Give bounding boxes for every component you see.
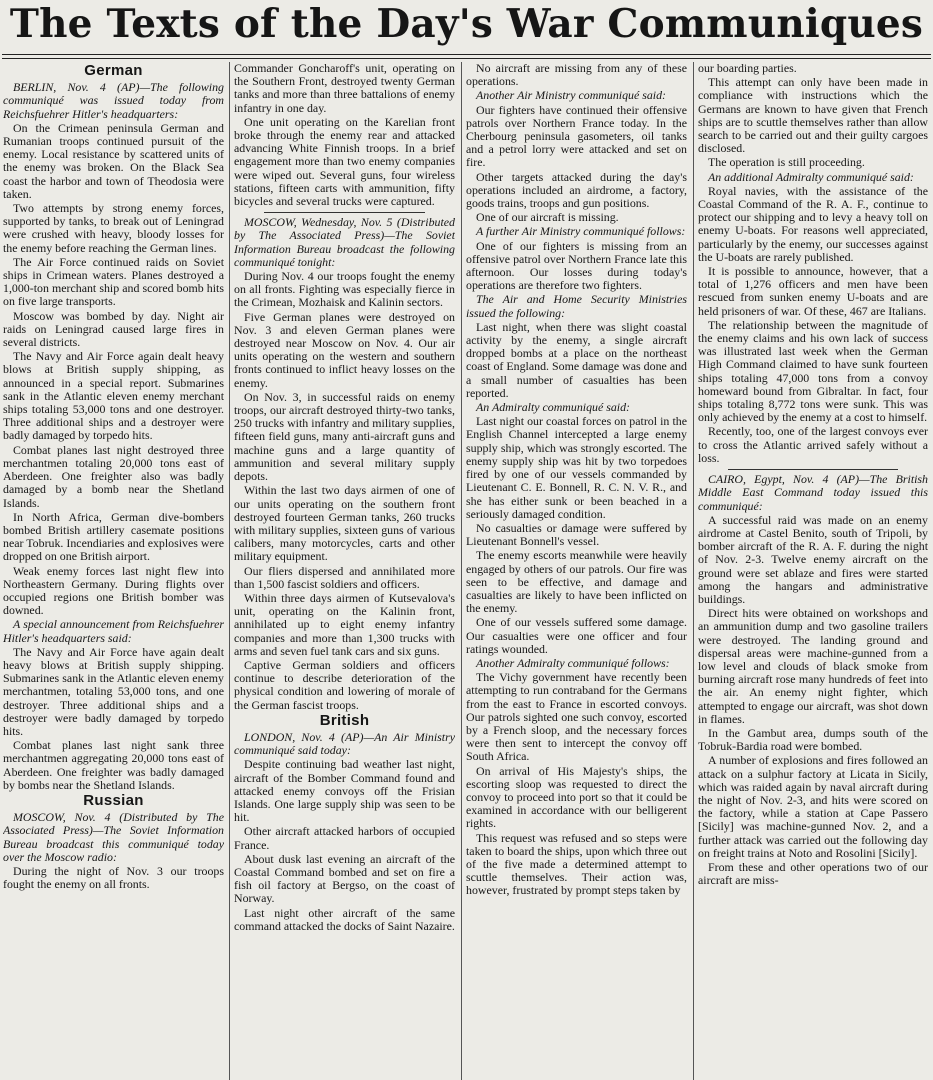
- page-headline: The Texts of the Day's War Communiques: [9, 1, 924, 47]
- column-divider: [229, 62, 230, 1080]
- article-paragraph: Captive German soldiers and officers continue to describe deterioration of the physical condition and lowering of morale of the German fascist troops.: [234, 657, 455, 712]
- article-paragraph: One of our aircraft is missing.: [476, 210, 619, 225]
- article-paragraph: This attempt can only have been made in compliance with instructions which the Germans are known to have given that French ships are to scuttle themselves rather than allow search to be carried out and their guilty cargoes disclosed.: [698, 75, 928, 156]
- column-1: [3, 62, 224, 1080]
- dispatch-lead: BERLIN, Nov. 4 (AP)—The following communiqué was issued today from Reichsfuehrer Hitler's headquarters:: [3, 80, 224, 121]
- headline-rule-top: [2, 54, 931, 55]
- article-paragraph: Last night our coastal forces on patrol in the English Channel intercepted a large enemy supply ship, which was strongly escorted. The enemy supply ship was hit by two torpedoes fired by one of our vessels commanded by Lieutenant C. E. Bonnell, R. C. N. V. R., and she has either sunk or been beached in a seriously damaged condition.: [466, 414, 687, 521]
- article-paragraph: Combat planes last night destroyed three merchantmen totaling 20,000 tons east of Aberdeen. One freighter also was badly damaged by a bomb near the Shetland Islands.: [3, 442, 224, 510]
- dispatch-divider: [728, 469, 898, 470]
- article-paragraph: A number of explosions and fires followed an attack on a sulphur factory at Licata in Sicily, which was raided again by naval aircraft during the night of Nov. 2-3, and hits were scored on the factory, while a station at Cape Passero [Sicily] was machine-gunned Nov. 2, and a further attack was carried out the following day on freight trains at Noto and Rosolini [Sicily].: [698, 753, 928, 860]
- column-2: [234, 62, 455, 1080]
- section-heading: British: [319, 711, 370, 729]
- article-paragraph: our boarding parties.: [698, 62, 797, 75]
- dispatch-lead: Another Air Ministry communiqué said:: [476, 88, 667, 103]
- article-paragraph: One of our fighters is missing from an offensive patrol over Northern France late this afternoon. Our losses during today's operations are therefore two fighters.: [466, 238, 687, 293]
- column-3: [466, 62, 687, 1080]
- section-heading: German: [84, 62, 143, 79]
- article-paragraph: The Vichy government have recently been attempting to run contraband for the Germans from the east to France in escorted convoys. Our patrols sighted one such convoy, escorted by a French sloop, and the necessary forces were then sent to intercept the convoy off South Africa.: [466, 670, 687, 764]
- article-paragraph: Royal navies, with the assistance of the Coastal Command of the R. A. F., continue to protect our shipping and to levy a heavy toll on enemy U-boats. For reasons well appreciated, particularly by the enemy, our successes against the U-boats are rarely published.: [698, 183, 928, 264]
- article-paragraph: In the Gambut area, dumps south of the Tobruk-Bardia road were bombed.: [698, 725, 928, 754]
- column-divider: [693, 62, 694, 1080]
- article-paragraph: Weak enemy forces last night flew into Northeastern Germany. During flights over occupied regions one British bomber was downed.: [3, 563, 224, 618]
- dispatch-lead: MOSCOW, Wednesday, Nov. 5 (Distributed by The Associated Press)—The Soviet Information Bureau broadcast the following communiqué tonight:: [234, 215, 455, 269]
- dispatch-lead: An additional Admiralty communiqué said:: [708, 169, 914, 184]
- article-paragraph: One of our vessels suffered some damage. Our casualties were one officer and four ratings wounded.: [466, 615, 687, 656]
- article-paragraph: About dusk last evening an aircraft of the Coastal Command bombed and set on fire a fish oil factory at Bergso, on the coast of Norway.: [234, 851, 455, 906]
- article-paragraph: From these and other operations two of our aircraft are miss-: [698, 859, 928, 888]
- dispatch-divider: [264, 212, 425, 213]
- article-paragraph: The Navy and Air Force again dealt heavy blows at British supply shipping, as announced in a special report. Submarines sank in the Atlantic eleven enemy merchant ships totaling 53,000 tons and one destroyer. Three additional ships and a destroyer were badly damaged by torpedo hits.: [3, 349, 224, 443]
- dispatch-lead: LONDON, Nov. 4 (AP)—An Air Ministry communiqué said today:: [234, 729, 455, 758]
- article-paragraph: Within three days airmen of Kutsevalova's unit, operating on the Kalinin front, annihilated up to eight enemy infantry companies and more than 1,300 trucks with arms and seven fuel tank cars and six guns.: [234, 590, 455, 658]
- dispatch-lead: The Air and Home Security Ministries issued the following:: [466, 292, 687, 320]
- article-paragraph: On the Crimean peninsula German and Rumanian troops continued pursuit of the enemy. Local resistance by scattered units of the enemy was broken. On the Black Sea coast the harbor and town of Theodosia were taken.: [3, 120, 224, 201]
- article-paragraph: No aircraft are missing from any of these operations.: [466, 62, 687, 89]
- article-paragraph: This request was refused and so steps were taken to board the ships, upon which three out of the five made a determined attempt to scuttle themselves. Their action was, however, frustrated by prompt steps taken by: [466, 830, 687, 898]
- section-heading: Russian: [83, 791, 144, 809]
- headline-rule-bottom: [2, 58, 931, 59]
- article-paragraph: The operation is still proceeding.: [708, 155, 865, 170]
- article-paragraph: On Nov. 3, in successful raids on enemy troops, our aircraft destroyed thirty-two tanks, 250 trucks with infantry and military supplies, fifteen field guns, many anti-aircraft guns and machine guns and a large quantity of ammunition and several military supply depots.: [234, 389, 455, 484]
- dispatch-lead: Another Admiralty communiqué follows:: [476, 655, 670, 670]
- article-paragraph: Last night other aircraft of the same command attacked the docks of Saint Nazaire.: [234, 905, 455, 933]
- article-paragraph: Our fliers dispersed and annihilated more than 1,500 fascist soldiers and officers.: [234, 563, 455, 591]
- article-paragraph: Moscow was bombed by day. Night air raids on Leningrad caused large fires in several districts.: [3, 308, 224, 350]
- article-paragraph: A successful raid was made on an enemy airdrome at Castel Benito, south of Tripoli, by bomber aircraft of the R. A. F. during the night of Nov. 2-3. Twelve enemy aircraft on the ground were set ablaze and fires were started among the hangars and administrative buildings.: [698, 512, 928, 606]
- dispatch-lead: A special announcement from Reichsfuehrer Hitler's headquarters said:: [3, 617, 224, 645]
- article-paragraph: Two attempts by strong enemy forces, supported by tanks, to break out of Leningrad were crushed with heavy, bloody losses for the enemy before reaching the German lines.: [3, 201, 224, 255]
- dispatch-lead: A further Air Ministry communiqué follows:: [476, 224, 686, 239]
- article-paragraph: The Air Force continued raids on Soviet ships in Crimean waters. Planes destroyed a 1,000-ton merchant ship and scored bomb hits on five large transports.: [3, 254, 224, 309]
- article-paragraph: Other aircraft attacked harbors of occupied France.: [234, 824, 455, 852]
- article-paragraph: During the night of Nov. 3 our troops fought the enemy on all fronts.: [3, 863, 224, 892]
- article-paragraph: The enemy escorts meanwhile were heavily engaged by others of our patrols. Our fire was seen to be effective, and damage and casualties are likely to have been inflicted on the enemy.: [466, 548, 687, 616]
- column-4: [698, 62, 928, 1080]
- article-paragraph: It is possible to announce, however, that a total of 1,276 officers and men have been rescued from sunken enemy U-boats and are held prisoners of war. Of these, 467 are Italians.: [698, 264, 928, 318]
- article-paragraph: During Nov. 4 our troops fought the enemy on all fronts. Fighting was especially fierce in the Crimean, Mozhaisk and Kalinin sectors.: [234, 269, 455, 310]
- article-paragraph: Other targets attacked during the day's operations included an airdrome, a factory, goods trains, troops and gun positions.: [466, 169, 687, 211]
- article-paragraph: Despite continuing bad weather last night, aircraft of the Bomber Command found and attacked enemy convoys off the Frisian Islands. One large supply ship was seen to be hit.: [234, 757, 455, 825]
- article-paragraph: Our fighters have continued their offensive patrols over Northern France today. In the Cherbourg peninsula gasometers, oil tanks and a petrol lorry were attacked and set on fire.: [466, 102, 687, 170]
- article-paragraph: On arrival of His Majesty's ships, the escorting sloop was requested to direct the convoy to proceed into port so that it could be examined in accordance with our belligerent rights.: [466, 763, 687, 831]
- article-paragraph: Commander Goncharoff's unit, operating on the Southern Front, destroyed twenty German tanks and more than three battalions of enemy infantry in one day.: [234, 62, 455, 115]
- article-paragraph: No casualties or damage were suffered by Lieutenant Bonnell's vessel.: [466, 520, 687, 549]
- article-paragraph: Direct hits were obtained on workshops and an ammunition dump and two gasoline trailers were destroyed. The landing ground and dispersal areas were machine-gunned from a low level and clouds of black smoke from burning aircraft rose many hundreds of feet into the air. An enemy night fighter, which attempted to engage our aircraft, was shot down in flames.: [698, 606, 928, 726]
- dispatch-lead: An Admiralty communiqué said:: [476, 400, 631, 415]
- article-paragraph: The Navy and Air Force have again dealt heavy blows at British supply shipping. Submarines sank in the Atlantic eleven enemy merchantmen, totaling 53,000 tons, and one destroyer. Three additional ships and a destroyer were badly damaged by torpedo hits.: [3, 644, 224, 738]
- article-paragraph: One unit operating on the Karelian front broke through the enemy rear and attacked advancing White Finnish troops. In a brief engagement more than two enemy companies were wiped out. Several guns, four wireless stations, fifteen carts with ammunition, fifty bicycles and several trucks were captured.: [234, 114, 455, 209]
- column-divider: [461, 62, 462, 1080]
- article-paragraph: Within the last two days airmen of one of our units operating on the southern front destroyed fourteen German tanks, 260 trucks with military supplies, sixteen guns of various calibers, many motorcycles, carts and other military equipment.: [234, 483, 455, 564]
- article-paragraph: Recently, too, one of the largest convoys ever to cross the Atlantic arrived safely without a loss.: [698, 424, 928, 465]
- dispatch-lead: MOSCOW, Nov. 4 (Distributed by The Associated Press)—The Soviet Information Bureau broadcast this communiqué today over the Moscow radio:: [3, 810, 224, 864]
- article-paragraph: The relationship between the magnitude of the enemy claims and his own lack of success was illustrated last week when the German High Command claimed to have sunk fourteen ships totaling 47,000 tons from a convoy homeward bound from Gibraltar. In fact, four ships totaling 8,772 tons were sunk. This was only achieved by the enemy at a cost to himself.: [698, 317, 928, 425]
- article-paragraph: Combat planes last night sank three merchantmen aggregating 20,000 tons east of Aberdeen. One freighter was badly damaged by bombs near the Shetland Islands.: [3, 738, 224, 792]
- dispatch-lead: CAIRO, Egypt, Nov. 4 (AP)—The British Middle East Command today issued this communiqué:: [698, 472, 928, 513]
- article-paragraph: Five German planes were destroyed on Nov. 3 and eleven German planes were destroyed near Moscow on Nov. 4. Our air units operating on the western and southern fronts continued to inflict heavy losses on the enemy.: [234, 309, 455, 390]
- article-paragraph: In North Africa, German dive-bombers bombed British artillery casemate positions near Tobruk. Incendiaries and explosives were dropped on one British airport.: [3, 509, 224, 564]
- article-paragraph: Last night, when there was slight coastal activity by the enemy, a single aircraft dropped bombs at a place on the northeast coast of England. Some damage was done and a small number of casualties has been reported.: [466, 319, 687, 400]
